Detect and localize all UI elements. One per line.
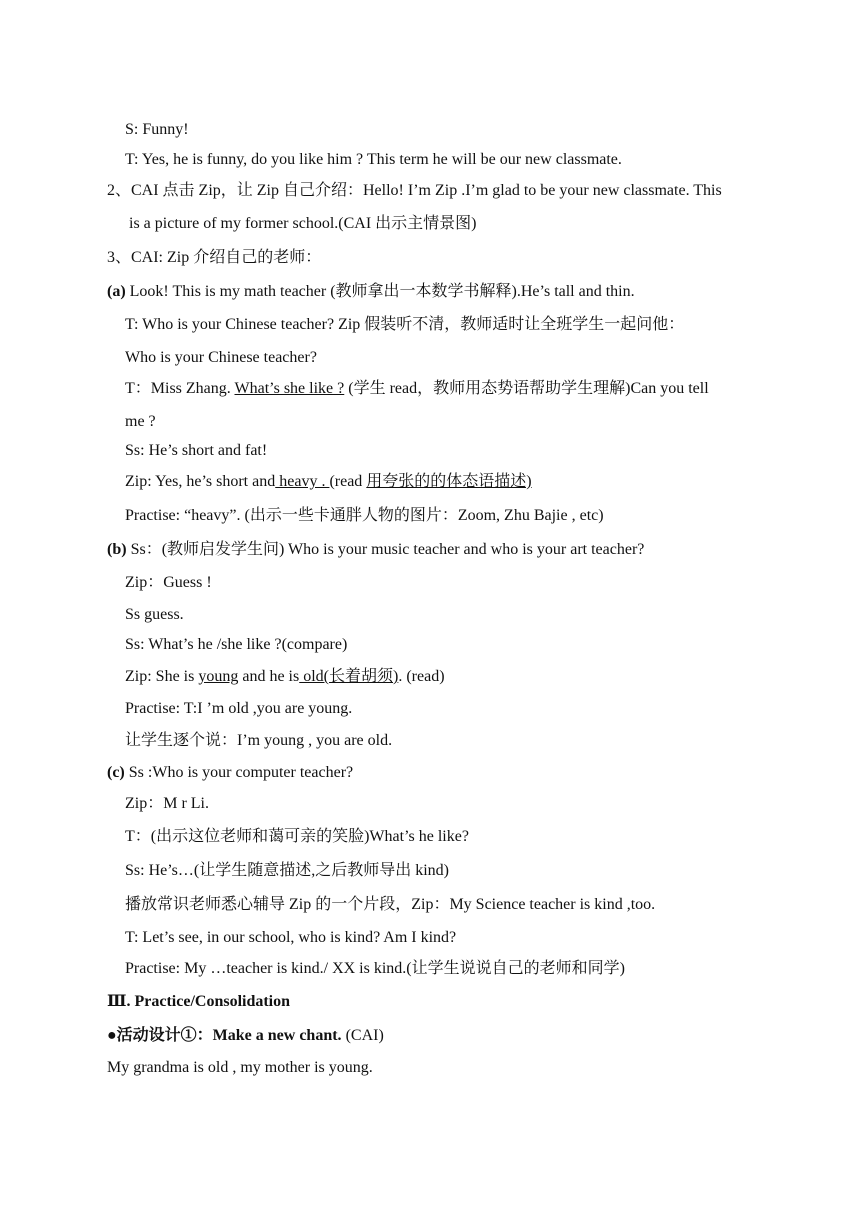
text-line: T：(出示这位老师和蔼可亲的笑脸)What’s he like? [125,828,469,845]
underlined-text: old(长着胡须) [299,668,399,685]
activity-title: ●活动设计①：Make a new chant. [107,1027,342,1044]
text-line: T: Who is your Chinese teacher? Zip 假装听不清，教师适时让全班学生一起问他： [125,316,685,333]
item-text: Ss :Who is your computer teacher? [124,764,354,781]
activity-heading [107,1026,384,1046]
text-line: Zip：Guess ! [125,574,212,591]
text-line [125,379,709,399]
text-line: Ss guess. [125,606,184,623]
text-line: Ss: He’s…(让学生随意描述,之后教师导出 kind) [125,862,450,879]
underlined-text: heavy . [275,473,330,490]
text-line: Practise: “heavy”. (出示一些卡通胖人物的图片：Zoom, Zhu Bajie , etc) [125,507,604,524]
text-line: T: Yes, he is funny, do you like him ? This term he will be our new classmate. [125,151,622,168]
text-line: Practise: My …teacher is kind./ XX is kind.(让学生说说自己的老师和同学) [125,960,625,977]
text-span: (CAI) [341,1027,384,1044]
text-span: (read [329,473,367,490]
text-line: S: Funny! [125,121,189,138]
text-line [107,282,635,302]
text-span: and he is [238,668,300,685]
section-heading: 3、CAI: Zip 介绍自己的老师： [107,249,322,266]
text-span: T：Miss Zhang. [125,380,235,397]
item-label: (a) [107,283,126,300]
text-line: T: Let’s see, in our school, who is kind? Am I kind? [125,929,457,946]
text-span: . (read) [398,668,445,685]
text-line: Practise: T:I ’m old ,you are young. [125,700,353,717]
underlined-text: What’s she like ? [234,380,345,397]
text-line [107,540,644,560]
text-span: Zip: Yes, he’s short and [125,473,276,490]
text-line: Who is your Chinese teacher? [125,349,317,366]
item-text: Look! This is my math teacher (教师拿出一本数学书解释).He’s tall and thin. [125,283,635,300]
text-line: 2、CAI 点击 Zip，让 Zip 自己介绍：Hello! I’m Zip .I’m glad to be your new classmate. This [107,182,722,199]
text-span: Zip: She is [125,668,199,685]
underlined-text: young [198,668,239,685]
section-heading: Ⅲ. Practice/Consolidation [107,993,291,1010]
text-line: Ss: What’s he /she like ?(compare) [125,636,348,653]
text-line: Ss: He’s short and fat! [125,442,268,459]
text-line: is a picture of my former school.(CAI 出示主情景图) [129,215,477,232]
item-label: (b) [107,541,127,558]
text-line: Zip：M r Li. [125,795,209,812]
text-line [107,763,353,783]
underlined-text: 用夸张的的体态语描述) [366,473,532,490]
text-span: (学生 read，教师用态势语帮助学生理解)Can you tell [344,380,709,397]
text-line [125,472,532,492]
text-line: me ? [125,413,156,430]
text-line [125,667,445,687]
text-line: My grandma is old , my mother is young. [107,1059,373,1076]
item-text: Ss：(教师启发学生问) Who is your music teacher and who is your art teacher? [126,541,645,558]
text-line: 让学生逐个说：I’m young , you are old. [125,732,393,749]
text-line: 播放常识老师悉心辅导 Zip 的一个片段，Zip：My Science teacher is kind ,too. [125,896,656,913]
item-label: (c) [107,764,125,781]
